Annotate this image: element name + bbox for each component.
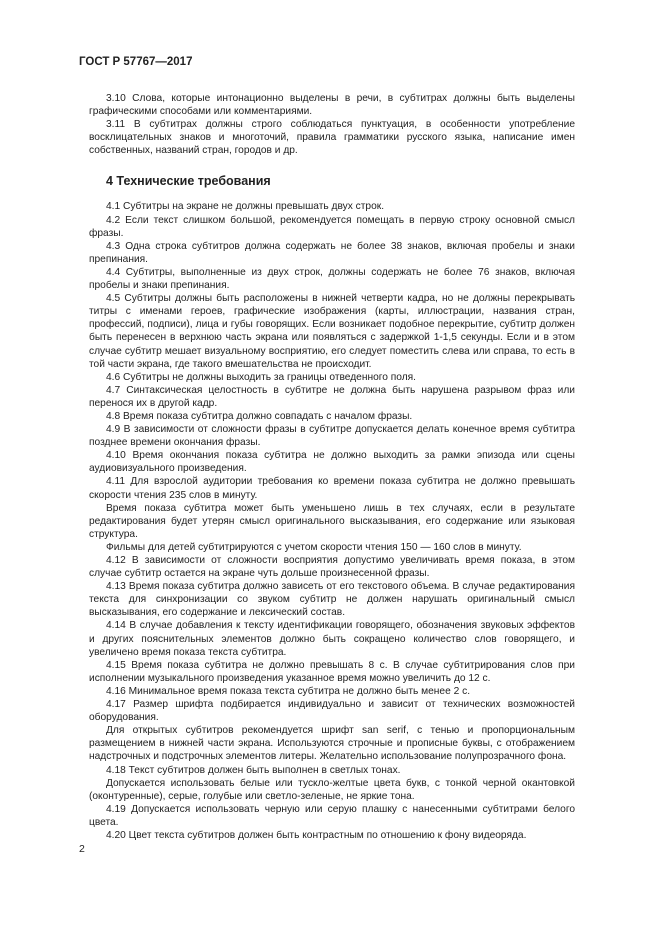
document-body — [89, 92, 575, 842]
section-paragraphs — [89, 200, 575, 842]
section-paragraph: Для открытых субтитров рекомендуется шрифт san serif, с тенью и пропорциональным размещением в нижней части экрана. Используются строчные и прописные буквы, с отображением надстрочных и подстрочных элементов литеры. Желательно использование полупрозрачного фона. — [89, 725, 575, 763]
clause-3-10: 3.10 Слова, которые интонационно выделены в речи, в субтитрах должны быть выделены графическими способами или комментариями. — [89, 93, 575, 118]
section-paragraph: 4.5 Субтитры должны быть расположены в нижней четверти кадра, но не должны перекрывать титры с именами героев, графические изображения (карты, иллюстрации, названия стран, профессий, подписи), лица и губы говорящих. Если возникает подобное перекрытие, субтитр должен быть перенесен в верхнюю часть экрана или появляться с задержкой 1-1,5 секунды. Если и в этом случае субтитр мешает визуальному восприятию, его следует поместить слева или справа, то есть в той части экрана, где такого вмешательства не происходит. — [89, 293, 575, 370]
document-header: ГОСТ Р 57767—2017 — [79, 56, 193, 68]
section-paragraph: Фильмы для детей субтитрируются с учетом скорости чтения 150 — 160 слов в минуту. — [106, 541, 522, 553]
clause-3-11: 3.11 В субтитрах должны строго соблюдаться пунктуация, в особенности употребление восклицательных знаков и многоточий, правила грамматики русского языка, написание имен собственных, названий стран, городов и др. — [89, 119, 575, 157]
section-paragraph: Допускается использовать белые или тускло-желтые цвета букв, с тонкой черной окантовкой (оконтуренные), серые, голубые или светло-зеленые, не яркие тона. — [89, 777, 575, 802]
section-paragraph: 4.3 Одна строка субтитров должна содержать не более 38 знаков, включая пробелы и знаки препинания. — [89, 240, 575, 265]
section-paragraph: 4.17 Размер шрифта подбирается индивидуально и зависит от технических возможностей оборудования. — [89, 699, 575, 724]
section-paragraph: 4.20 Цвет текста субтитров должен быть контрастным по отношению к фону видеоряда. — [106, 829, 527, 841]
page-number: 2 — [79, 843, 85, 855]
section-paragraph: 4.4 Субтитры, выполненные из двух строк, должны содержать не более 76 знаков, включая пробелы и знаки препинания. — [89, 266, 575, 292]
section-paragraph: 4.1 Субтитры на экране не должны превышать двух строк. — [106, 201, 385, 213]
section-paragraph: 4.16 Минимальное время показа текста субтитра не должно быть менее 2 с. — [106, 685, 471, 697]
section-paragraph: 4.2 Если текст слишком большой, рекомендуется помещать в первую строку основной смысл фразы. — [89, 214, 575, 239]
section-paragraph: 4.7 Синтаксическая целостность в субтитре не должна быть нарушена разрывом фраз или перенося их в другой кадр. — [89, 384, 575, 409]
section-paragraph: 4.9 В зависимости от сложности фразы в субтитре допускается делать конечное время субтитра позднее времени окончания фразы. — [89, 424, 575, 449]
section-paragraph: 4.6 Субтитры не должны выходить за границы отведенного поля. — [106, 371, 417, 383]
section-paragraph: 4.11 Для взрослой аудитории требования ко времени показа субтитра не должно превышать скорости чтения 235 слов в минуту. — [89, 476, 575, 501]
section-paragraph: 4.10 Время окончания показа субтитра не должно выходить за рамки эпизода или сцены аудиовизуального произведения. — [89, 450, 575, 475]
section-paragraph: 4.13 Время показа субтитра должно зависеть от его текстового объема. В случае редактирования текста для синхронизации со звуком субтитр не должен нарушать оригинальный смысл высказывания, его содержание и лексический состав. — [89, 581, 575, 619]
section-paragraph: 4.14 В случае добавления к тексту идентификации говорящего, обозначения звуковых эффектов и других пояснительных элементов должно быть сокращено количество слов говорящего, и увеличено время показа текста субтитра. — [89, 620, 575, 658]
section-paragraph: 4.15 Время показа субтитра не должно превышать 8 с. В случае субтитрирования слов при исполнении музыкального произведения указанное время можно увеличить до 12 с. — [89, 659, 575, 684]
section-paragraph: 4.19 Допускается использовать черную или серую плашку с нанесенными субтитрами белого цвета. — [89, 803, 575, 828]
section-paragraph: 4.18 Текст субтитров должен быть выполнен в светлых тонах. — [106, 764, 401, 776]
section-paragraph: 4.8 Время показа субтитра должно совпадать с началом фразы. — [106, 410, 413, 422]
section-title: 4 Технические требования — [106, 174, 271, 189]
section-paragraph: 4.12 В зависимости от сложности восприятия допустимо увеличивать время показа, в этом случае субтитр остается на экране чуть дольше произнесенной фразы. — [89, 555, 575, 580]
section-paragraph: Время показа субтитра может быть уменьшено лишь в тех случаях, если в результате редактирования будет утерян смысл оригинального высказывания, его содержание или языковая структура. — [89, 502, 575, 540]
